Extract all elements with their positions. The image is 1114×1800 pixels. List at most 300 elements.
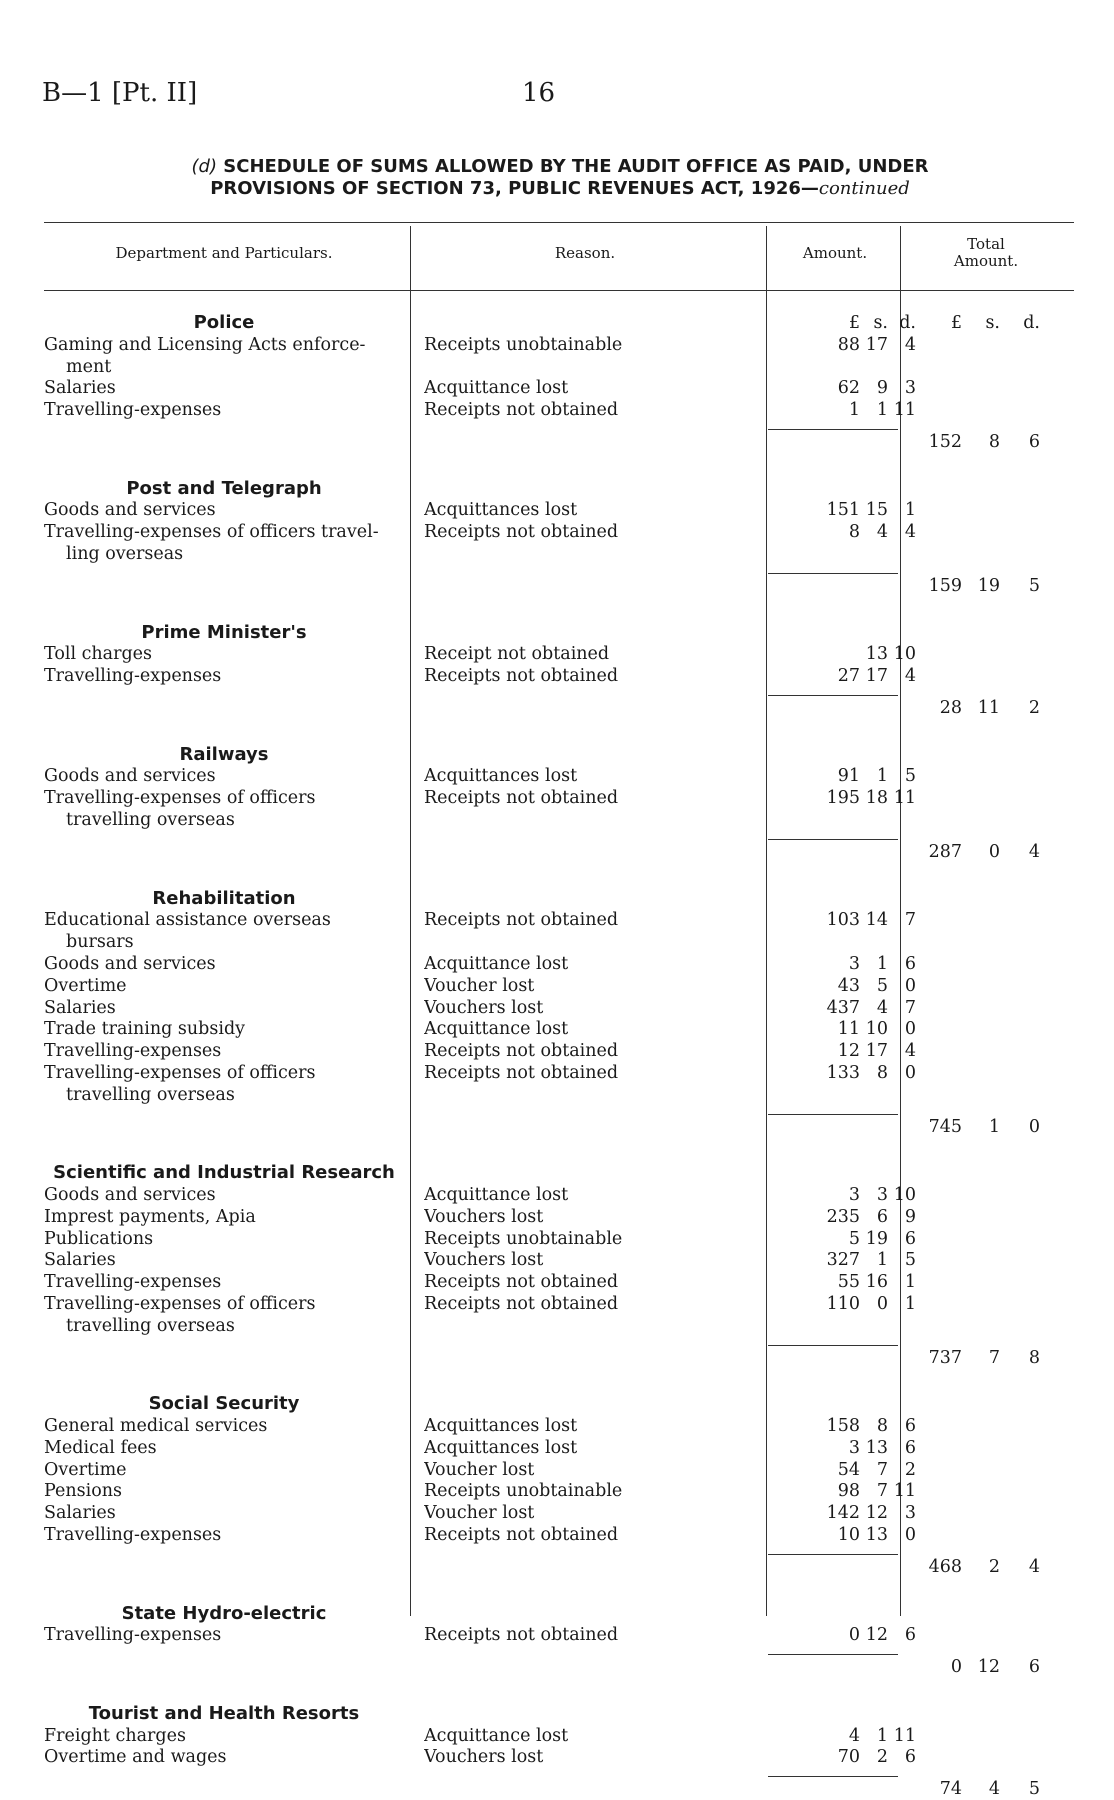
row-reason-text: Receipt not obtained (424, 644, 610, 665)
row-amount-pence: 11 (893, 1481, 916, 1502)
row-amount-shillings: 1 (876, 953, 888, 974)
row-particulars (44, 1725, 396, 1747)
row-amount-shillings: 19 (865, 1228, 888, 1249)
row-amount-pounds: 11 (837, 1019, 860, 1040)
row-reason (424, 909, 734, 931)
row-particulars-text: Salaries (44, 1250, 116, 1271)
page-number: 16 (522, 78, 556, 108)
section-total (918, 1556, 1068, 1578)
section-total-pounds: 745 (928, 1116, 962, 1137)
page-header (42, 78, 1082, 118)
row-amount (804, 1206, 944, 1228)
row-amount-shillings: 14 (865, 910, 888, 931)
table-row (44, 909, 1074, 931)
row-amount-pence: 4 (904, 334, 916, 355)
table-header-rule (44, 290, 1074, 291)
row-reason (424, 765, 734, 787)
section-total-pence: 6 (1028, 432, 1040, 452)
row-particulars (44, 399, 396, 421)
row-reason-text: Receipts unobtainable (424, 334, 623, 355)
row-particulars-continued: travelling overseas (66, 1315, 235, 1336)
row-amount-pence: 4 (904, 1041, 916, 1062)
row-reason-text: Voucher lost (424, 1503, 535, 1524)
row-amount (804, 1271, 944, 1293)
column-header-particulars: Department and Particulars. (115, 244, 333, 262)
row-reason (424, 1437, 734, 1459)
row-particulars (44, 1746, 396, 1768)
row-reason-text: Receipts not obtained (424, 1041, 619, 1062)
row-amount-pence: 6 (904, 953, 916, 974)
total-shillings-symbol: s. (985, 313, 1000, 333)
table-row (44, 1459, 1074, 1481)
row-particulars (44, 334, 396, 356)
table-row (44, 399, 1074, 421)
row-amount (804, 399, 944, 421)
row-reason-text: Acquittances lost (424, 1416, 578, 1437)
row-amount-pounds: 88 (837, 334, 860, 355)
row-amount-pence: 6 (904, 1437, 916, 1458)
table-row (44, 1524, 1074, 1546)
section-total-pence: 0 (1028, 1116, 1040, 1137)
row-particulars (44, 1480, 396, 1502)
row-particulars-text: Travelling-expenses of officers (44, 788, 316, 809)
row-particulars-text: General medical services (44, 1416, 268, 1437)
table-row (44, 1293, 1074, 1315)
row-particulars (44, 1502, 396, 1524)
row-amount-pounds: 103 (826, 910, 860, 931)
table-row (44, 1725, 1074, 1747)
row-amount-pounds: 158 (826, 1416, 860, 1437)
row-particulars (44, 1228, 396, 1250)
row-amount (804, 1459, 944, 1481)
row-amount-shillings: 1 (876, 1250, 888, 1271)
row-amount (804, 334, 944, 356)
row-reason-text: Acquittances lost (424, 766, 578, 787)
row-particulars-continued: bursars (66, 932, 134, 953)
row-reason (424, 1249, 734, 1271)
row-amount-pence: 0 (904, 1062, 916, 1083)
row-reason (424, 1040, 734, 1062)
document-code: B—1 [Pt. II] (42, 78, 198, 108)
row-particulars-text: Publications (44, 1228, 154, 1249)
row-reason (424, 997, 734, 1019)
row-amount-pounds: 5 (848, 1228, 860, 1249)
row-amount-pounds: 437 (826, 997, 860, 1018)
row-reason-text: Receipts not obtained (424, 522, 619, 543)
row-reason (424, 1206, 734, 1228)
row-particulars (44, 909, 396, 931)
row-particulars (44, 1415, 396, 1437)
row-amount-pence: 1 (904, 1294, 916, 1314)
row-amount (804, 1624, 944, 1646)
row-amount-pounds: 1 (848, 400, 860, 421)
row-particulars-text: Travelling-expenses (44, 1625, 222, 1646)
table-row (44, 1249, 1074, 1271)
row-amount-pence: 4 (904, 522, 916, 543)
row-amount-shillings: 17 (865, 666, 888, 687)
row-amount-shillings: 18 (865, 788, 888, 809)
row-amount-shillings: 16 (865, 1272, 888, 1293)
row-amount-pence: 10 (893, 644, 916, 665)
section-total-pounds: 737 (928, 1347, 962, 1368)
row-particulars (44, 1271, 396, 1293)
table-row (44, 1271, 1074, 1293)
row-reason (424, 1415, 734, 1437)
row-reason (424, 975, 734, 997)
section-total-shillings: 12 (977, 1657, 1000, 1678)
row-reason-text: Acquittance lost (424, 1185, 569, 1205)
row-amount-shillings: 13 (865, 644, 888, 665)
row-reason (424, 399, 734, 421)
row-reason (424, 1459, 734, 1481)
row-amount-pence: 5 (904, 1250, 916, 1271)
section-total-shillings: 7 (988, 1347, 1000, 1368)
row-amount-pence: 0 (904, 1525, 916, 1546)
row-amount-shillings: 8 (876, 1416, 888, 1437)
row-reason (424, 1524, 734, 1546)
column-header-total-line-2: Amount. (953, 252, 1019, 270)
table-row (44, 1062, 1074, 1084)
row-reason (424, 643, 734, 665)
total-pence-symbol: d. (1023, 313, 1040, 333)
row-amount-pounds: 3 (848, 953, 860, 974)
section-total (918, 697, 1068, 719)
row-amount-pence: 9 (904, 1206, 916, 1227)
row-reason-text: Acquittances lost (424, 1437, 578, 1458)
section-total-shillings: 11 (977, 697, 1000, 718)
section-total-shillings: 8 (988, 432, 1000, 452)
table-row (44, 765, 1074, 787)
row-amount (804, 909, 944, 931)
row-amount-pence: 3 (904, 1503, 916, 1524)
section-total-shillings: 0 (988, 841, 1000, 862)
section-total (918, 431, 1068, 453)
section-heading: Tourist and Health Resorts (88, 1702, 360, 1724)
row-particulars-text: Trade training subsidy (44, 1019, 246, 1040)
row-reason-text: Acquittance lost (424, 1725, 569, 1746)
row-particulars (44, 1293, 396, 1315)
row-particulars (44, 1184, 396, 1206)
total-currency-header (918, 312, 1068, 334)
table-row (44, 997, 1074, 1019)
row-amount (804, 1018, 944, 1040)
row-particulars-continued: ment (66, 356, 112, 377)
section-total (918, 1116, 1068, 1138)
section-total-pence: 4 (1028, 1556, 1040, 1577)
row-amount-pence: 6 (904, 1416, 916, 1437)
title-line-1: SCHEDULE OF SUMS ALLOWED BY THE AUDIT OFFICE AS PAID, UNDER (223, 156, 929, 177)
row-amount-pence: 7 (904, 997, 916, 1018)
row-reason (424, 1184, 734, 1206)
title-lead: (d) (191, 156, 217, 177)
row-reason-text: Receipts not obtained (424, 1625, 619, 1646)
row-reason-text: Acquittance lost (424, 1019, 569, 1040)
row-particulars-text: Salaries (44, 378, 116, 399)
table-row (44, 1746, 1074, 1768)
shillings-symbol: s. (873, 313, 888, 333)
row-amount (804, 953, 944, 975)
row-reason-text: Receipts not obtained (424, 1294, 619, 1314)
row-reason (424, 521, 734, 543)
section-total (918, 575, 1068, 597)
row-amount-pounds: 327 (826, 1250, 860, 1271)
row-reason-text: Voucher lost (424, 975, 535, 996)
row-reason-text: Vouchers lost (424, 1250, 544, 1271)
section-heading: Rehabilitation (152, 887, 296, 909)
row-amount-shillings: 12 (865, 1503, 888, 1524)
row-reason-text: Receipts not obtained (424, 910, 619, 931)
subtotal-rule (768, 429, 898, 430)
row-particulars (44, 1040, 396, 1062)
row-amount-pence: 6 (904, 1747, 916, 1768)
section-total (918, 1347, 1068, 1369)
section-total-pounds: 28 (939, 697, 962, 718)
subtotal-rule (768, 1776, 898, 1777)
section-total-pence: 4 (1028, 841, 1040, 862)
row-particulars-text: Medical fees (44, 1437, 157, 1458)
row-amount-pence: 7 (904, 910, 916, 931)
row-reason (424, 665, 734, 687)
row-amount-pence: 2 (904, 1459, 916, 1480)
row-amount (804, 665, 944, 687)
row-amount-pounds: 3 (848, 1437, 860, 1458)
section-total-pounds: 0 (950, 1657, 962, 1678)
row-particulars (44, 521, 396, 543)
section-total-pence: 5 (1028, 575, 1040, 596)
table-row (44, 975, 1074, 997)
subtotal-rule (768, 1654, 898, 1655)
row-reason-text: Receipts not obtained (424, 1272, 619, 1293)
table-row (44, 1437, 1074, 1459)
row-particulars (44, 787, 396, 809)
subtotal-rule (768, 839, 898, 840)
row-particulars-text: Travelling-expenses of officers (44, 1294, 316, 1314)
row-particulars (44, 1018, 396, 1040)
subtotal-rule (768, 695, 898, 696)
row-amount-pence: 11 (893, 1725, 916, 1746)
row-amount (804, 997, 944, 1019)
section-total-shillings: 1 (988, 1116, 1000, 1137)
row-reason-text: Receipts unobtainable (424, 1481, 623, 1502)
table-row (44, 665, 1074, 687)
section-total (918, 1778, 1068, 1800)
row-particulars-text: Travelling-expenses (44, 400, 222, 421)
row-amount (804, 1524, 944, 1546)
subtotal-rule (768, 1345, 898, 1346)
table-row (44, 1040, 1074, 1062)
row-reason (424, 334, 734, 356)
section-total (918, 841, 1068, 863)
row-amount (804, 499, 944, 521)
row-particulars (44, 1062, 396, 1084)
section-heading: State Hydro-electric (121, 1602, 327, 1624)
row-amount (804, 1228, 944, 1250)
row-amount (804, 1062, 944, 1084)
row-amount (804, 1480, 944, 1502)
row-reason (424, 1624, 734, 1646)
row-particulars-text: Travelling-expenses of officers (44, 1062, 316, 1083)
row-amount-pounds: 142 (826, 1503, 860, 1524)
row-reason-text: Receipts not obtained (424, 788, 619, 809)
row-particulars-text: Educational assistance overseas (44, 910, 331, 931)
row-amount-shillings: 2 (876, 1747, 888, 1768)
row-particulars-continued: travelling overseas (66, 1084, 235, 1105)
column-header-total (906, 236, 1066, 270)
row-amount-shillings: 10 (865, 1019, 888, 1040)
row-amount-pounds: 133 (826, 1062, 860, 1083)
subtotal-rule (768, 1114, 898, 1115)
table-row (44, 521, 1074, 543)
row-particulars-text: Travelling-expenses of officers travel- (44, 522, 379, 543)
row-particulars-text: Goods and services (44, 953, 216, 974)
row-reason-text: Acquittances lost (424, 500, 578, 521)
row-particulars-continued: ling overseas (66, 544, 184, 565)
row-particulars (44, 499, 396, 521)
section-total-shillings: 4 (988, 1779, 1000, 1800)
table-row (44, 1480, 1074, 1502)
table-row (44, 334, 1074, 356)
schedule-title (40, 156, 1080, 200)
row-particulars-text: Goods and services (44, 766, 216, 787)
row-amount-shillings: 4 (876, 997, 888, 1018)
row-amount-pence: 10 (893, 1185, 916, 1205)
row-amount-pounds: 43 (837, 975, 860, 996)
table-row (44, 953, 1074, 975)
title-continued: continued (818, 178, 910, 199)
table-row (44, 1502, 1074, 1524)
row-particulars (44, 1524, 396, 1546)
table-row (44, 643, 1074, 665)
row-reason-text: Vouchers lost (424, 997, 544, 1018)
row-reason (424, 1018, 734, 1040)
row-amount-pounds: 27 (837, 666, 860, 687)
row-amount-shillings: 7 (876, 1459, 888, 1480)
row-particulars-text: Travelling-expenses (44, 1272, 222, 1293)
subtotal-rule (768, 1554, 898, 1555)
row-particulars-text: Travelling-expenses (44, 1525, 222, 1546)
row-amount-pence: 1 (904, 500, 916, 521)
row-reason-text: Acquittance lost (424, 378, 569, 399)
row-amount (804, 1437, 944, 1459)
row-amount-shillings: 1 (876, 1725, 888, 1746)
row-amount-pence: 4 (904, 666, 916, 687)
row-amount-shillings: 5 (876, 975, 888, 996)
row-amount-shillings: 7 (876, 1481, 888, 1502)
row-amount-shillings: 17 (865, 334, 888, 355)
row-amount-shillings: 1 (876, 400, 888, 421)
row-reason-text: Acquittance lost (424, 953, 569, 974)
row-amount-pounds: 8 (848, 522, 860, 543)
section-heading: Scientific and Industrial Research (53, 1162, 395, 1184)
row-amount (804, 1746, 944, 1768)
row-amount-pence: 1 (904, 1272, 916, 1293)
table-row (44, 1415, 1074, 1437)
column-header-total-line-1: Total (967, 235, 1005, 253)
row-amount-pence: 11 (893, 400, 916, 421)
row-amount-pounds: 195 (826, 788, 860, 809)
row-amount (804, 1184, 944, 1206)
row-amount-shillings: 9 (876, 378, 888, 399)
pounds-symbol: £ (848, 313, 860, 333)
row-amount (804, 377, 944, 399)
row-reason-text: Receipts not obtained (424, 666, 619, 687)
row-amount (804, 1502, 944, 1524)
subtotal-rule (768, 573, 898, 574)
row-amount-pounds: 0 (848, 1625, 860, 1646)
section-total-shillings: 19 (977, 575, 1000, 596)
section-total-pounds: 74 (939, 1779, 962, 1800)
row-particulars-text: Freight charges (44, 1725, 186, 1746)
row-amount-pounds: 91 (837, 766, 860, 787)
row-amount-pounds: 151 (826, 500, 860, 521)
section-total-pence: 8 (1028, 1347, 1040, 1368)
row-particulars-text: Salaries (44, 997, 116, 1018)
row-reason-text: Voucher lost (424, 1459, 535, 1480)
row-amount-pounds: 235 (826, 1206, 860, 1227)
section-total (918, 1656, 1068, 1678)
table-top-rule (44, 222, 1074, 223)
row-particulars (44, 377, 396, 399)
row-particulars-text: Pensions (44, 1481, 122, 1502)
section-total-pounds: 159 (928, 575, 962, 596)
section-heading: Prime Minister's (141, 621, 307, 643)
row-reason (424, 1502, 734, 1524)
row-reason (424, 499, 734, 521)
row-amount-pence: 6 (904, 1625, 916, 1646)
row-particulars-continued: travelling overseas (66, 810, 235, 831)
table-row (44, 499, 1074, 521)
row-amount-shillings: 15 (865, 500, 888, 521)
row-particulars (44, 665, 396, 687)
row-particulars (44, 1206, 396, 1228)
row-amount-shillings: 12 (865, 1625, 888, 1646)
row-particulars-text: Gaming and Licensing Acts enforce- (44, 334, 366, 355)
row-particulars-text: Imprest payments, Apia (44, 1206, 256, 1227)
row-particulars (44, 1249, 396, 1271)
title-line-2: PROVISIONS OF SECTION 73, PUBLIC REVENUES ACT, 1926— (210, 178, 819, 199)
row-reason (424, 1725, 734, 1747)
table-row (44, 377, 1074, 399)
row-amount (804, 521, 944, 543)
section-total-pence: 5 (1028, 1779, 1040, 1800)
row-reason (424, 1480, 734, 1502)
row-reason-text: Receipts not obtained (424, 400, 619, 421)
row-particulars-text: Salaries (44, 1503, 116, 1524)
table-row (44, 787, 1074, 809)
row-amount-pence: 0 (904, 975, 916, 996)
section-total-pounds: 287 (928, 841, 962, 862)
row-reason (424, 787, 734, 809)
section-total-pence: 2 (1028, 697, 1040, 718)
row-amount-pounds: 110 (826, 1294, 860, 1314)
section-total-pence: 6 (1028, 1657, 1040, 1678)
row-amount-shillings: 8 (876, 1062, 888, 1083)
table-row (44, 1624, 1074, 1646)
row-amount (804, 975, 944, 997)
row-particulars-text: Overtime (44, 975, 127, 996)
row-reason-text: Vouchers lost (424, 1206, 544, 1227)
column-header-reason: Reason. (554, 244, 616, 262)
row-amount-shillings: 1 (876, 766, 888, 787)
row-particulars-text: Goods and services (44, 1185, 216, 1205)
row-reason (424, 1228, 734, 1250)
section-heading: Social Security (148, 1393, 300, 1415)
row-particulars (44, 997, 396, 1019)
row-amount-pence: 3 (904, 378, 916, 399)
total-pounds-symbol: £ (950, 313, 962, 333)
table-row (44, 1206, 1074, 1228)
row-particulars-text: Travelling-expenses (44, 666, 222, 687)
